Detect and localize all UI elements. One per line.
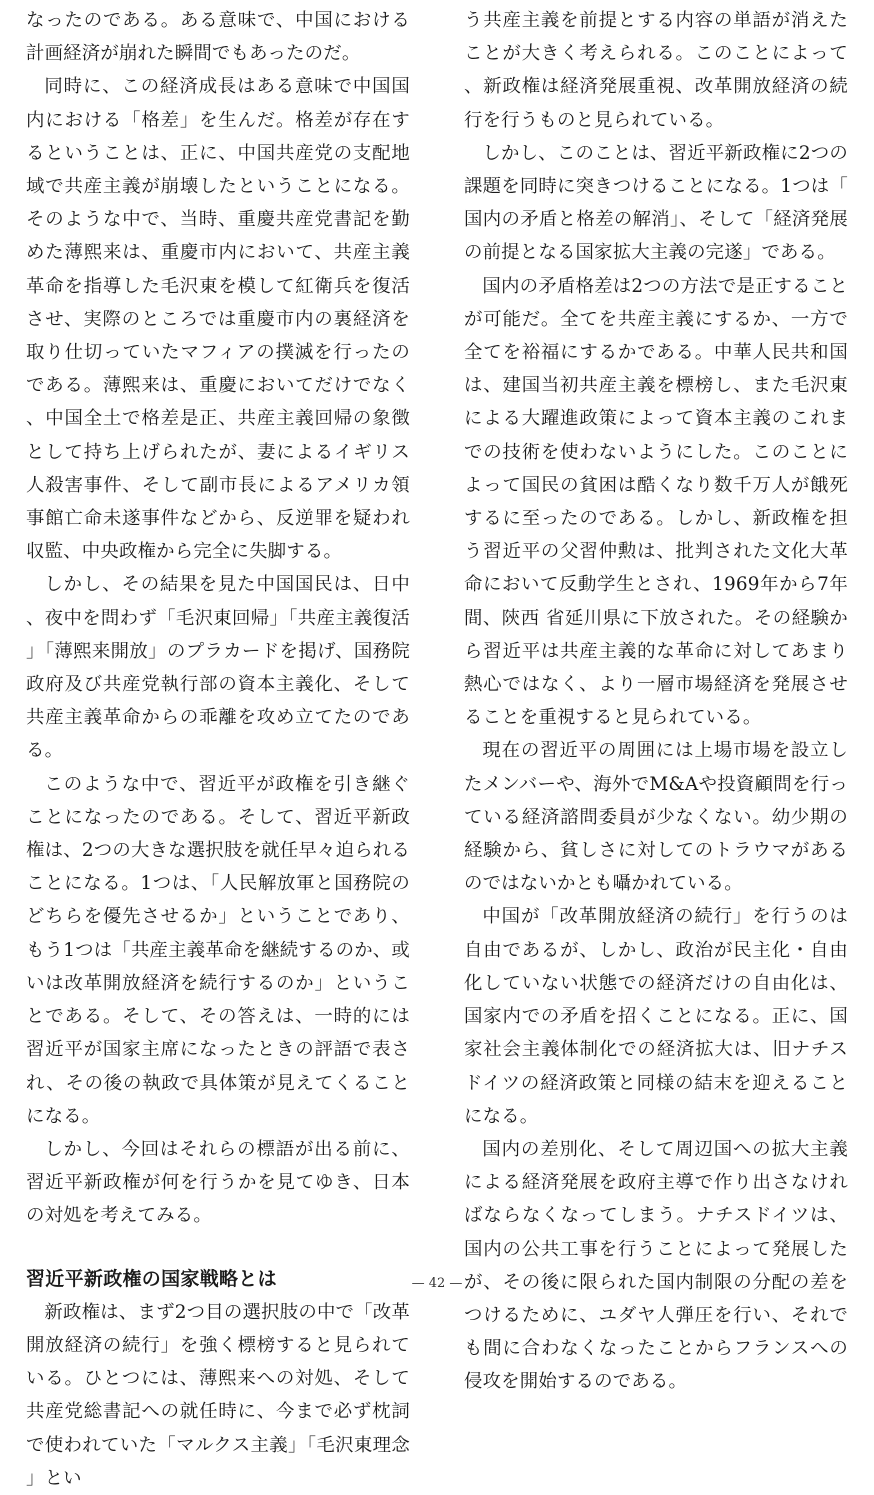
paragraph: 中国が「改革開放経済の続行」を行うのは自由であるが、しかし、政治が民主化・自由化していない状態での経済だけの自由化は、国家内での矛盾を招くことになる。正に、国家社会主義体制化での経済拡大は、旧ナチスドイツの経済政策と同様の結末を迎えることになる。 bbox=[464, 906, 848, 1127]
paragraph: なったのである。ある意味で、中国における計画経済が崩れた瞬間でもあったのだ。 bbox=[26, 10, 410, 65]
section-heading: 習近平新政権の国家戦略とは bbox=[26, 1267, 277, 1290]
paragraph: このような中で、習近平が政権を引き継ぐことになったのである。そして、習近平新政権は、2つの大きな選択肢を就任早々迫られることになる。1つは、「人民解放軍と国務院のどちらを優先させるか」ということであり、もう1つは「共産主義革命を継続するのか、或いは改革開放経済を続行するのか」ということである。そして、その答えは、一時的には習近平が国家主席になったときの評語で表され、その後の執政で具体策が見えてくることになる。 bbox=[26, 773, 410, 1127]
paragraph: 現在の習近平の周囲には上場市場を設立したメンバーや、海外でM&Aや投資顧問を行っている経済諮問委員が少なくない。幼少期の経験から、貧しさに対してのトラウマがあるのではないかとも囁かれている。 bbox=[464, 740, 848, 895]
right-column bbox=[464, 4, 848, 1399]
paragraph: しかし、今回はそれらの標語が出る前に、習近平新政権が何を行うかを見てゆき、日本の対処を考えてみる。 bbox=[26, 1138, 410, 1227]
paragraph: しかし、その結果を見た中国国民は、日中、夜中を問わず「毛沢東回帰」「共産主義復活」「薄熙来開放」のプラカードを掲げ、国務院政府及び共産党執行部の資本主義化、そして共産主義革命からの乖離を攻め立てたのである。 bbox=[26, 574, 410, 762]
paragraph: しかし、このことは、習近平新政権に2つの課題を同時に突きつけることになる。1つは「国内の矛盾と格差の解消」、そして「経済発展の前提となる国家拡大主義の完遂」である。 bbox=[464, 142, 848, 264]
paragraph: 同時に、この経済成長はある意味で中国国内における「格差」を生んだ。格差が存在するということは、正に、中国共産党の支配地域で共産主義が崩壊したということになる。そのような中で、当時、重慶共産党書記を勤めた薄熙来は、重慶市内において、共産主義革命を指導した毛沢東を模して紅衛兵を復活させ、実際のところでは重慶市内の裏経済を取り仕切っていたマフィアの撲滅を行ったのである。薄熙来は、重慶においてだけでなく、中国全土で格差是正、共産主義回帰の象徴として持ち上げられたが、妻によるイギリス人殺害事件、そして副市長によるアメリカ領事館亡命未遂事件などから、反逆罪を疑われ収監、中央政権から完全に失脚する。 bbox=[26, 76, 410, 563]
paragraph: う共産主義を前提とする内容の単語が消えたことが大きく考えられる。このことによって、新政権は経済発展重視、改革開放経済の続行を行うものと見られている。 bbox=[464, 10, 848, 131]
paragraph: 国内の矛盾格差は2つの方法で是正することが可能だ。全てを共産主義にするか、一方で全てを裕福にするかである。中華人民共和国は、建国当初共産主義を標榜し、また毛沢東による大躍進政策によって資本主義のこれまでの技術を使わないようにした。このことによって国民の貧困は酷くなり数千万人が餓死するに至ったのである。しかし、新政権を担う習近平の父習仲勲は、批判された文化大革命において反動学生とされ、1969年から7年間、陝西 省延川県に下放された。その経験から習近平は共産主義的な革命に対してあまり熱心ではなく、より一層市場経済を発展させることを重視すると見られている。 bbox=[464, 275, 848, 729]
paragraph: 国内の差別化、そして周辺国への拡大主義による経済発展を政府主導で作り出さなければならなくなってしまう。ナチスドイツは、国内の公共工事を行うことによって発展したが、その後に限られた国内制限の分配の差をつけるために、ユダヤ人弾圧を行い、それでも間に合わなくなったことからフランスへの侵攻を開始するのである。 bbox=[464, 1138, 848, 1393]
paragraph: 新政権は、まず2つ目の選択肢の中で「改革開放経済の続行」を強く標榜すると見られている。ひとつには、薄熙来への対処、そして共産党総書記への就任時に、今まで必ず枕詞で使われていた「マルクス主義」「毛沢東理念」とい bbox=[26, 1301, 410, 1489]
page-number: — 42 — bbox=[411, 1276, 463, 1291]
left-column bbox=[26, 4, 410, 1495]
